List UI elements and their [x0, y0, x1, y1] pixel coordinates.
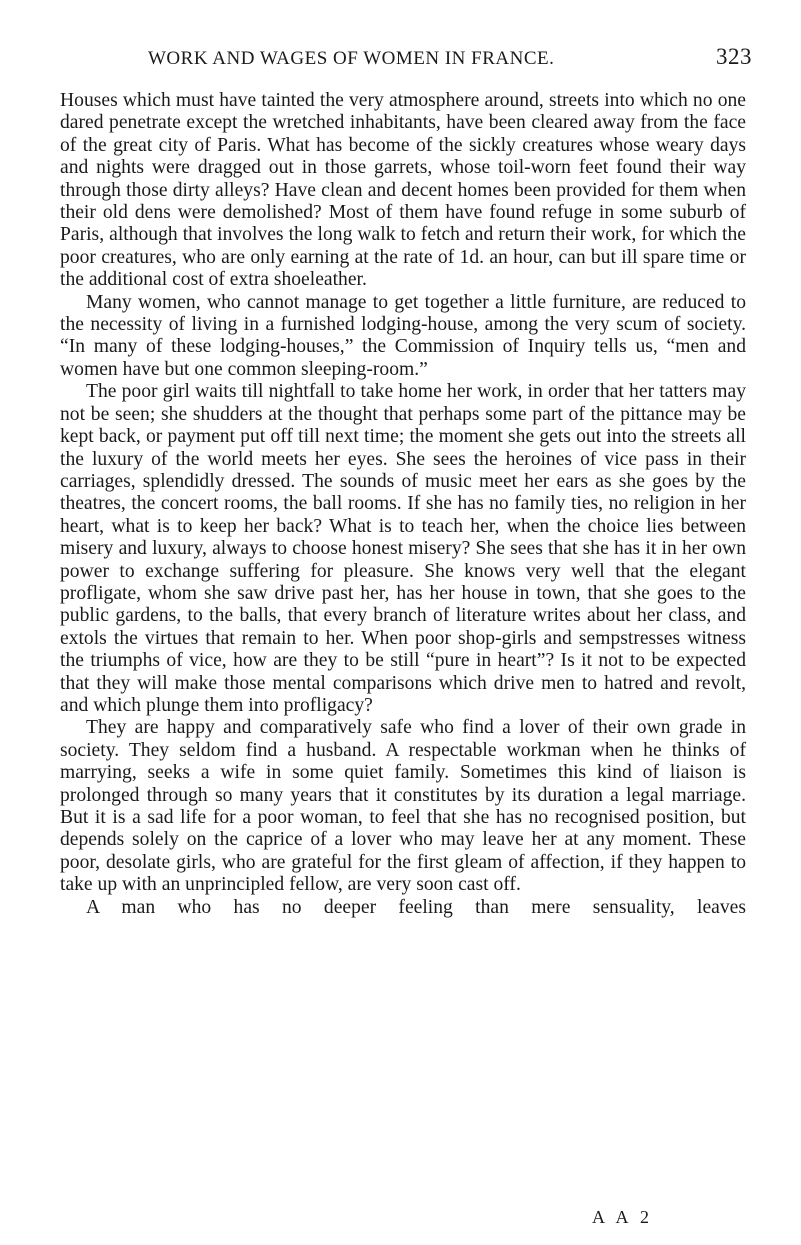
- paragraph-5: A man who has no deeper feeling than mere sensuality, leaves: [86, 896, 746, 918]
- running-title: WORK AND WAGES OF WOMEN IN FRANCE.: [148, 48, 555, 69]
- body-text: [60, 90, 746, 919]
- running-head: [148, 44, 752, 74]
- signature-mark: A A 2: [592, 1207, 654, 1227]
- paragraph-2: Many women, who cannot manage to get together a little furniture, are reduced to the necessity of living in a furnished lodging-house, among the very scum of society. “In many of these lodging-houses,” the Commission of Inquiry tells us, “men and women have but one common sleeping-room.”: [60, 291, 746, 380]
- page-number: 323: [716, 44, 752, 69]
- paragraph-3: The poor girl waits till nightfall to take home her work, in order that her tatters may not be seen; she shudders at the thought that perhaps some part of the pittance may be kept back, or payment put off till next time; the moment she gets out into the streets all the luxury of the world meets her eyes. She sees the heroines of vice pass in their carriages, splendidly dressed. The sounds of music meet her ears as she goes by the theatres, the concert rooms, the ball rooms. If she has no family ties, no religion in her heart, what is to keep her back? What is to teach her, when the choice lies between misery and luxury, always to choose honest misery? She sees that she has it in her own power to exchange suffering for pleasure. She knows very well that the elegant profligate, whom she saw drive past her, has her house in town, that she goes to the public gardens, to the balls, that every branch of literature writes about her class, and extols the virtues that remain to her. When poor shop-girls and sempstresses witness the triumphs of vice, how are they to be still “pure in heart”? Is it not to be expected that they will make those mental comparisons which drive men to hatred and revolt, and which plunge them into profligacy?: [60, 381, 746, 716]
- paragraph-1: Houses which must have tainted the very atmosphere around, streets into which no one dared penetrate except the wretched inhabitants, have been cleared away from the face of the great city of Paris. What has become of the sickly creatures whose weary days and nights were dragged out in those garrets, whose toil-worn feet found their way through those dirty alleys? Have clean and decent homes been provided for them when their old dens were demolished? Most of them have found refuge in some suburb of Paris, although that involves the long walk to fetch and return their work, for which the poor creatures, who are only earning at the rate of 1d. an hour, can but ill spare time or the additional cost of extra shoeleather.: [60, 90, 746, 291]
- paragraph-4: They are happy and comparatively safe who find a lover of their own grade in society. They seldom find a husband. A respectable workman when he thinks of marrying, seeks a wife in some quiet family. Sometimes this kind of liaison is prolonged through so many years that it constitutes by its duration a legal marriage. But it is a sad life for a poor woman, to feel that she has no recognised position, but depends solely on the caprice of a lover who may leave her at any moment. These poor, desolate girls, who are grateful for the first gleam of affection, if they happen to take up with an unprincipled fellow, are very soon cast off.: [60, 717, 746, 896]
